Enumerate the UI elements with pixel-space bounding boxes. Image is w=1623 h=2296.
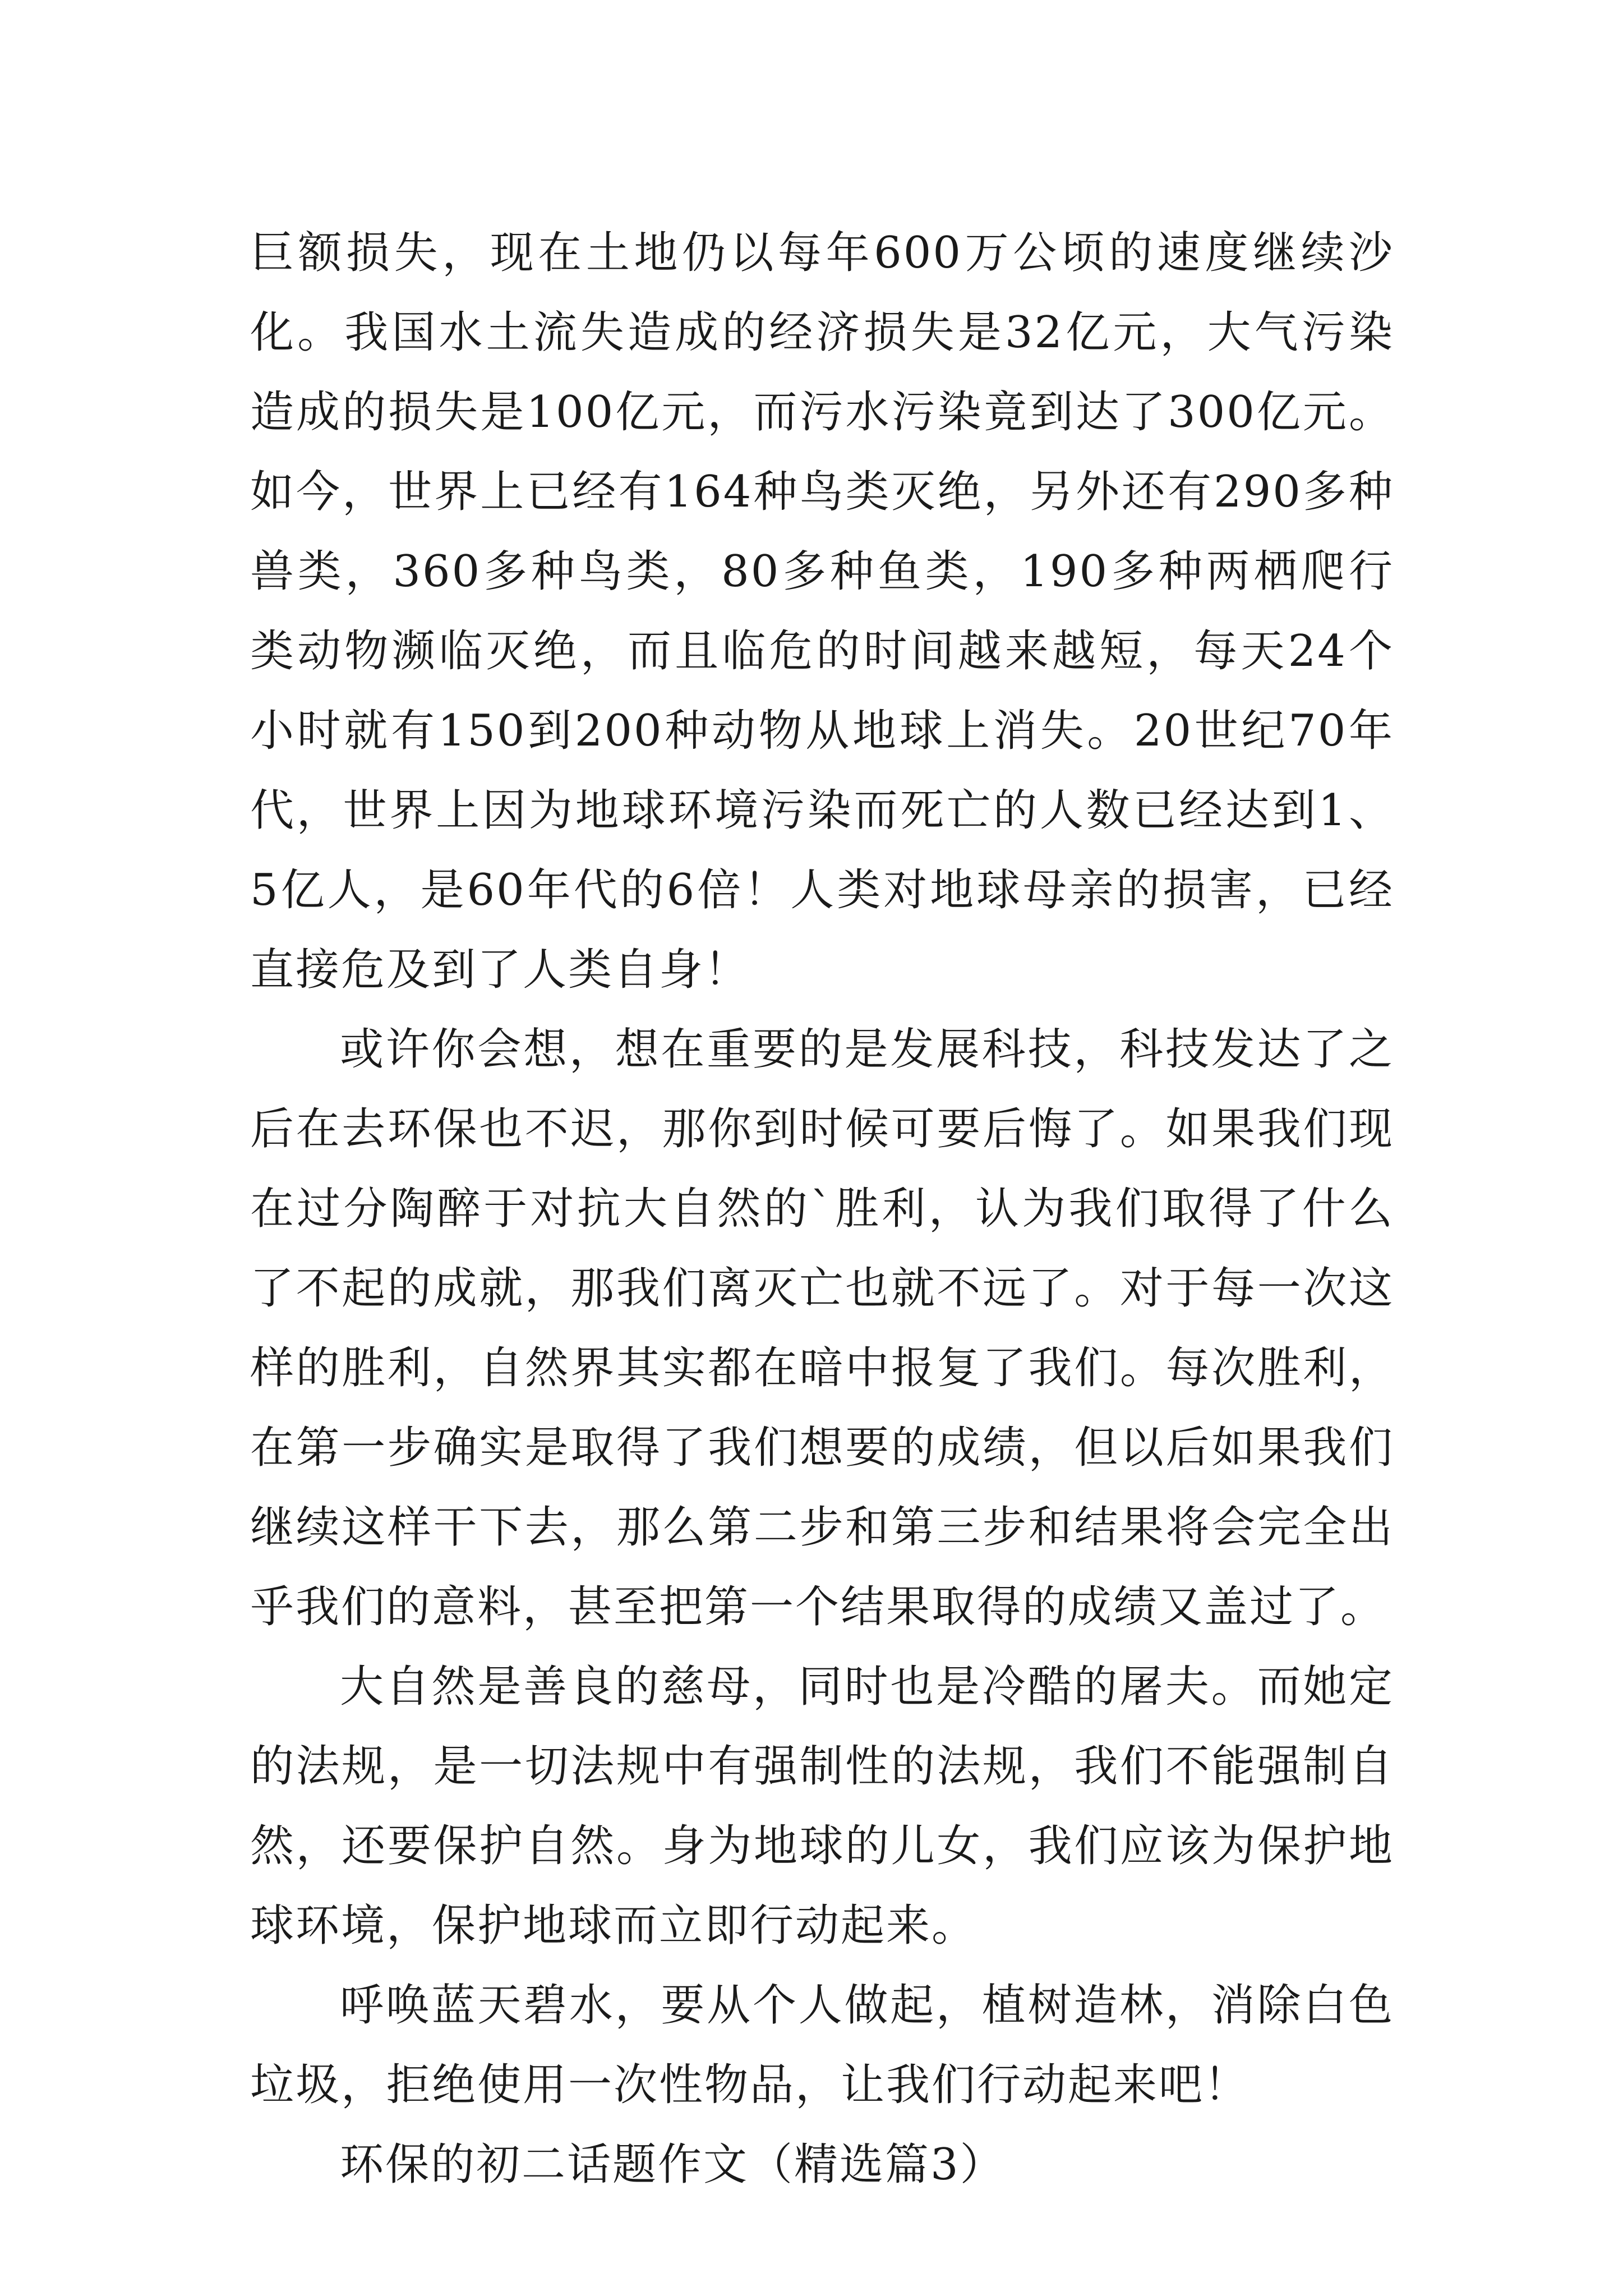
section-heading: 环保的初二话题作文（精选篇3）: [340, 2139, 1006, 2190]
paragraph-2: 或许你会想，想在重要的是发展科技，科技发达了之后在去环保也不迟，那你到时候可要后悔了。如果我们现在过分陶醉于对抗大自然的`胜利，认为我们取得了什么了不起的成就，那我们离灭亡也就不远了。对于每一次这样的胜利，自然界其实都在暗中报复了我们。每次胜利，在第一步确实是取得了我们想要的成绩，但以后如果我们继续这样干下去，那么第二步和第三步和结果将会完全出乎我们的意料，甚至把第一个结果取得的成绩又盖过了。: [250, 1024, 1394, 1632]
paragraph-1: 巨额损失，现在土地仍以每年600万公顷的速度继续沙化。我国水土流失造成的经济损失是32亿元，大气污染造成的损失是100亿元，而污水污染竟到达了300亿元。如今，世界上已经有164种鸟类灭绝，另外还有290多种兽类，360多种鸟类，80多种鱼类，190多种两栖爬行类动物濒临灭绝，而且临危的时间越来越短，每天24个小时就有150到200种动物从地球上消失。20世纪70年代，世界上因为地球环境污染而死亡的人数已经达到1、5亿人，是60年代的6倍！人类对地球母亲的损害，已经直接危及到了人类自身！: [250, 228, 1394, 995]
paragraph-3: 大自然是善良的慈母，同时也是冷酷的屠夫。而她定的法规，是一切法规中有强制性的法规，我们不能强制自然，还要保护自然。身为地球的儿女，我们应该为保护地球环境，保护地球而立即行动起来。: [250, 1662, 1394, 1951]
paragraph-4: 呼唤蓝天碧水，要从个人做起，植树造林，消除白色垃圾，拒绝使用一次性物品，让我们行动起来吧！: [250, 1980, 1394, 2110]
document-body: [250, 213, 1394, 2205]
